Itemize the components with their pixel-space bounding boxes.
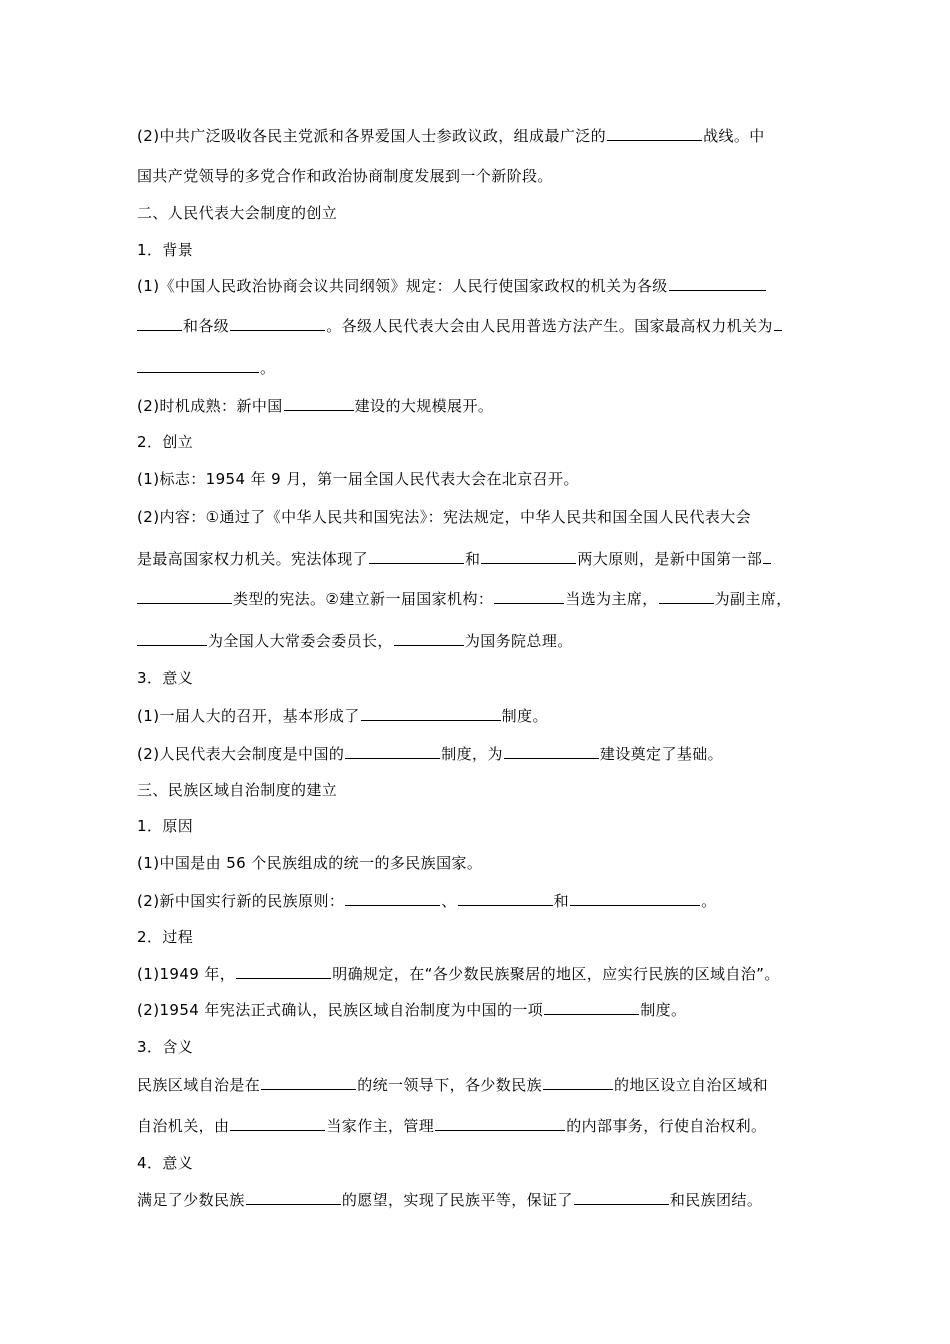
fill-blank[interactable] xyxy=(669,273,766,291)
text-line xyxy=(137,741,827,767)
fill-blank[interactable] xyxy=(137,586,232,604)
fill-blank[interactable] xyxy=(137,355,259,373)
fill-blank[interactable] xyxy=(607,123,702,141)
text-segment: (2)人民代表大会制度是中国的 xyxy=(137,745,345,763)
fill-blank[interactable] xyxy=(361,703,501,721)
fill-blank[interactable] xyxy=(137,313,182,331)
fill-blank[interactable] xyxy=(369,546,464,564)
text-segment: (1)中国是由 56 个民族组成的统一的多民族国家。 xyxy=(137,854,483,872)
text-segment: 的统一领导下，各少数民族 xyxy=(357,1076,543,1094)
text-line xyxy=(137,888,827,914)
fill-blank[interactable] xyxy=(284,393,354,411)
fill-blank[interactable] xyxy=(458,888,553,906)
heading-text: 2．过程 xyxy=(137,928,194,946)
subsection-heading xyxy=(137,813,827,839)
text-segment: 满足了少数民族 xyxy=(137,1191,245,1209)
text-segment: 的地区设立自治区域和 xyxy=(614,1076,769,1094)
heading-text: 二、人民代表大会制度的创立 xyxy=(137,204,338,222)
fill-blank[interactable] xyxy=(394,628,464,646)
fill-blank[interactable] xyxy=(504,741,599,759)
text-line xyxy=(137,850,827,876)
text-line xyxy=(137,393,827,419)
text-segment: 是最高国家权力机关。宪法体现了 xyxy=(137,550,369,568)
heading-text: 1．背景 xyxy=(137,241,194,259)
text-segment: 两大原则，是新中国第一部 xyxy=(577,550,763,568)
fill-blank[interactable] xyxy=(774,313,782,331)
subsection-heading xyxy=(137,237,827,263)
text-segment: (2)新中国实行新的民族原则： xyxy=(137,892,345,910)
heading-text: 4．意义 xyxy=(137,1154,194,1172)
text-segment: 和民族团结。 xyxy=(669,1191,763,1209)
fill-blank[interactable] xyxy=(543,1072,613,1090)
text-segment: (2)内容：①通过了《中华人民共和国宪法》：宪法规定，中华人民共和国全国人民代表大会 xyxy=(137,508,751,526)
text-segment: 建设奠定了基础。 xyxy=(599,745,724,763)
text-line xyxy=(137,355,827,381)
text-segment: 。 xyxy=(701,892,717,910)
text-segment: 为国务院总理。 xyxy=(464,632,573,650)
text-segment: 。各级人民代表大会由人民用普选方法产生。国家最高权力机关为 xyxy=(326,317,773,335)
text-line xyxy=(137,628,827,654)
text-line xyxy=(137,1113,827,1139)
fill-blank[interactable] xyxy=(763,546,771,564)
heading-text: 3．含义 xyxy=(137,1038,194,1056)
text-line xyxy=(137,466,827,492)
fill-blank[interactable] xyxy=(481,546,576,564)
subsection-heading xyxy=(137,1150,827,1176)
text-segment: 制度，为 xyxy=(441,745,503,763)
fill-blank[interactable] xyxy=(236,961,331,979)
heading-text: 2．创立 xyxy=(137,433,194,451)
heading-text: 3．意义 xyxy=(137,669,194,687)
text-segment: 国共产党领导的多党合作和政治协商制度发展到一个新阶段。 xyxy=(137,167,553,185)
text-segment: (2)1954 年宪法正式确认，民族区域自治制度为中国的一项 xyxy=(137,1001,544,1019)
text-segment: 和 xyxy=(465,550,481,568)
text-segment: 制度。 xyxy=(501,707,548,725)
fill-blank[interactable] xyxy=(570,888,700,906)
text-segment: (1)《中国人民政治协商会议共同纲领》规定：人民行使国家政权的机关为各级 xyxy=(137,277,668,295)
text-segment: 为副主席， xyxy=(714,590,792,608)
text-segment: 的愿望，实现了民族平等，保证了 xyxy=(341,1191,573,1209)
fill-blank[interactable] xyxy=(230,1113,325,1131)
text-segment: 、 xyxy=(441,892,457,910)
text-segment: 当选为主席， xyxy=(565,590,658,608)
text-segment: 建设的大规模展开。 xyxy=(354,397,494,415)
heading-text: 1．原因 xyxy=(137,817,194,835)
fill-blank[interactable] xyxy=(137,628,207,646)
text-segment: (1)标志：1954 年 9 月，第一届全国人民代表大会在北京召开。 xyxy=(137,470,579,488)
text-segment: 战线。中 xyxy=(703,127,765,145)
text-segment: 和各级 xyxy=(183,317,230,335)
text-segment: 民族区域自治是在 xyxy=(137,1076,261,1094)
fill-blank[interactable] xyxy=(574,1187,669,1205)
text-segment: 为全国人大常委会委员长， xyxy=(208,632,393,650)
text-line xyxy=(137,546,827,572)
fill-blank[interactable] xyxy=(544,997,639,1015)
text-line xyxy=(137,703,827,729)
fill-blank[interactable] xyxy=(345,888,440,906)
text-segment: 自治机关，由 xyxy=(137,1117,230,1135)
text-segment: 和 xyxy=(553,892,570,910)
text-line xyxy=(137,586,827,612)
heading-text: 三、民族区域自治制度的建立 xyxy=(137,781,338,799)
text-line xyxy=(137,1072,827,1098)
text-line xyxy=(137,504,827,530)
text-line xyxy=(137,123,827,149)
section-heading xyxy=(137,200,827,226)
text-segment: (1)一届人大的召开，基本形成了 xyxy=(137,707,360,725)
text-segment: 的内部事务，行使自治权利。 xyxy=(566,1117,767,1135)
text-segment: 当家作主，管理 xyxy=(326,1117,435,1135)
text-segment: 制度。 xyxy=(640,1001,687,1019)
text-line xyxy=(137,313,827,339)
text-segment: (1)1949 年， xyxy=(137,965,236,983)
text-segment: 明确规定，在“各少数民族聚居的地区，应实行民族的区域自治”。 xyxy=(332,965,780,983)
text-segment: (2)中共广泛吸收各民主党派和各界爱国人士参政议政，组成最广泛的 xyxy=(137,127,607,145)
text-line xyxy=(137,1187,827,1213)
fill-blank[interactable] xyxy=(261,1072,356,1090)
text-line xyxy=(137,273,827,299)
text-segment: 。 xyxy=(260,359,276,377)
fill-blank[interactable] xyxy=(435,1113,565,1131)
text-segment: 类型的宪法。②建立新一届国家机构： xyxy=(233,590,494,608)
fill-blank[interactable] xyxy=(230,313,325,331)
text-segment: (2)时机成熟：新中国 xyxy=(137,397,283,415)
fill-blank[interactable] xyxy=(494,586,564,604)
text-line xyxy=(137,961,827,987)
subsection-heading xyxy=(137,665,827,691)
subsection-heading xyxy=(137,924,827,950)
fill-blank[interactable] xyxy=(659,586,714,604)
subsection-heading xyxy=(137,1034,827,1060)
text-line xyxy=(137,997,827,1023)
subsection-heading xyxy=(137,429,827,455)
fill-blank[interactable] xyxy=(345,741,440,759)
text-line xyxy=(137,163,827,189)
fill-blank[interactable] xyxy=(246,1187,341,1205)
section-heading xyxy=(137,777,827,803)
